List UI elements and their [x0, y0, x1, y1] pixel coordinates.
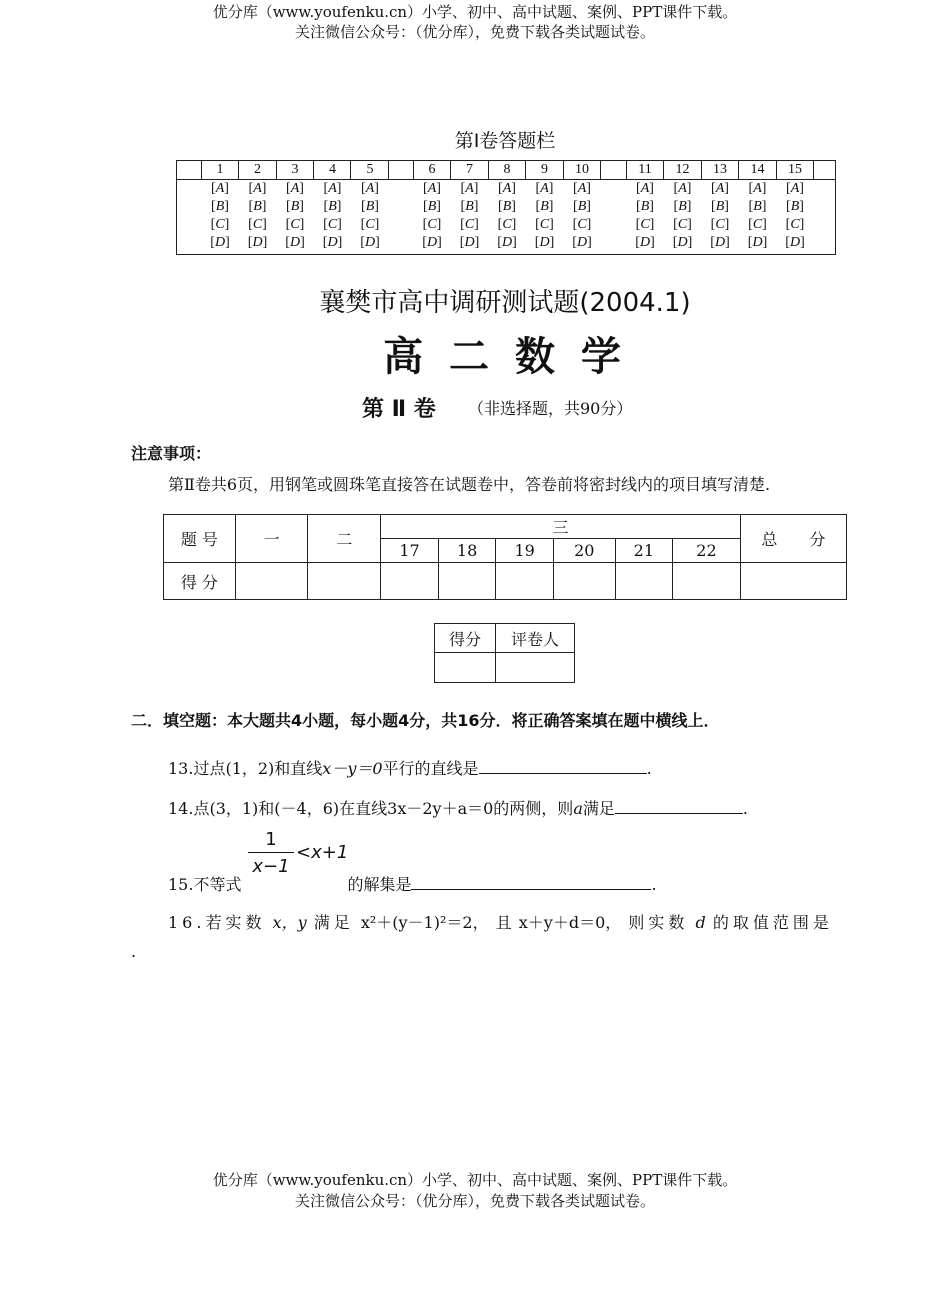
section2-heading: 二．填空题：本大题共4小题，每小题4分，共16分．将正确答案填在题中横线上． [131, 711, 720, 730]
answer-option-letter: A [715, 181, 725, 196]
answer-option-6-a[interactable]: [A] [423, 181, 441, 196]
answer-option-letter: D [576, 235, 588, 250]
answer-option-letter: C [427, 217, 437, 232]
answer-option-letter: A [365, 181, 375, 196]
answer-option-2-b[interactable]: [B] [248, 199, 267, 214]
score-cell-22 [673, 563, 741, 600]
answer-option-1-b[interactable]: [B] [211, 199, 229, 214]
answer-option-letter: D [289, 235, 301, 250]
answer-option-letter: D [639, 235, 651, 250]
answer-option-9-d[interactable]: [D] [534, 235, 555, 250]
score-table-sub-22: 22 [673, 539, 741, 563]
answer-option-11-d[interactable]: [D] [635, 235, 655, 250]
q15-fraction-numerator: 1 [265, 829, 277, 850]
answer-option-11-b[interactable]: [B] [636, 199, 654, 214]
answer-number-2: 2 [254, 162, 261, 177]
score-table-sub-21: 21 [615, 539, 673, 563]
answer-option-letter: C [252, 217, 263, 232]
q16-equation: x²＋(y－1)²＝2， [360, 913, 489, 932]
answer-option-12-a[interactable]: [A] [673, 181, 692, 196]
q16-text-e: 的取值范围是 [712, 913, 833, 932]
q15-period: . [651, 875, 657, 894]
answer-option-4-b[interactable]: [B] [323, 199, 342, 214]
answer-option-2-a[interactable]: [A] [248, 181, 267, 196]
score-cell-19 [496, 563, 554, 600]
score-table-header-label: 题 号 [164, 515, 236, 563]
answer-sheet-title: 第Ⅰ卷答题栏 [454, 130, 556, 152]
answer-option-letter: A [290, 181, 300, 196]
answer-option-14-a[interactable]: [A] [748, 181, 767, 196]
answer-option-letter: D [789, 235, 801, 250]
answer-option-letter: A [465, 181, 474, 196]
answer-option-letter: B [577, 199, 587, 214]
answer-option-13-b[interactable]: [B] [711, 199, 729, 214]
answer-option-letter: B [753, 199, 762, 214]
q16-equation-2: x＋y＋d＝0， [518, 913, 622, 932]
answer-option-1-c[interactable]: [C] [210, 217, 230, 232]
answer-option-13-a[interactable]: [A] [711, 181, 729, 196]
score-table-sub-19: 19 [496, 539, 554, 563]
answer-option-letter: B [328, 199, 337, 214]
answer-number-8: 8 [503, 162, 511, 177]
answer-option-13-d[interactable]: [D] [710, 235, 730, 250]
score-table-col-2: 二 [308, 515, 381, 563]
score-table-col-3: 三 [381, 515, 741, 539]
q13-equation: x－y＝0 [322, 759, 383, 778]
q13-text-b: 平行的直线是 [382, 759, 479, 778]
answer-option-12-d[interactable]: [D] [672, 235, 693, 250]
answer-option-letter: D [501, 235, 513, 250]
answer-option-letter: B [715, 199, 725, 214]
q16-text-a: 16.若实数 [168, 913, 266, 932]
answer-option-letter: D [752, 235, 763, 250]
answer-option-letter: C [715, 217, 725, 232]
answer-option-6-b[interactable]: [B] [423, 199, 441, 214]
answer-option-15-c[interactable]: [C] [785, 217, 805, 232]
answer-number-7: 7 [466, 162, 473, 177]
grid-column-divider [813, 161, 814, 179]
answer-number-1: 1 [216, 162, 224, 177]
answer-option-5-a[interactable]: [A] [361, 181, 379, 196]
q14-equation: 3x－2y＋a＝0 [387, 799, 494, 818]
answer-option-letter: C [577, 217, 587, 232]
answer-option-letter: C [539, 217, 550, 232]
score-table [163, 514, 847, 600]
answer-option-letter: C [502, 217, 512, 232]
answer-option-8-d[interactable]: [D] [497, 235, 517, 250]
answer-option-7-b[interactable]: [B] [460, 199, 479, 214]
score-cell-1 [235, 563, 308, 600]
answer-option-letter: C [365, 217, 375, 232]
answer-option-4-c[interactable]: [C] [323, 217, 342, 232]
question-14 [168, 797, 748, 820]
grader-score-label: 得分 [435, 624, 496, 653]
answer-option-letter: A [215, 181, 225, 196]
answer-number-15: 15 [788, 162, 802, 177]
watermark-top-line2: 关注微信公众号：（优分库），免费下载各类试题试卷。 [294, 23, 655, 41]
answer-option-letter: A [678, 181, 687, 196]
answer-number-10: 10 [575, 162, 589, 177]
score-cell-20 [553, 563, 615, 600]
answer-option-letter: C [640, 217, 650, 232]
question-16 [168, 912, 833, 934]
answer-option-letter: B [465, 199, 474, 214]
q16-var-d: d [695, 913, 706, 932]
answer-option-14-b[interactable]: [B] [748, 199, 767, 214]
q14-text-a: 14.点(3，1)和(－4，6)在直线 [168, 799, 388, 818]
grader-table [434, 623, 575, 683]
answer-number-6: 6 [428, 162, 436, 177]
score-cell-18 [438, 563, 496, 600]
q15-text-b: 的解集是 [347, 875, 412, 894]
score-cell-17 [381, 563, 439, 600]
answer-option-6-d[interactable]: [D] [422, 235, 442, 250]
answer-option-10-d[interactable]: [D] [572, 235, 592, 250]
q13-period: . [646, 759, 652, 778]
answer-option-letter: D [214, 235, 226, 250]
answer-option-7-c[interactable]: [C] [460, 217, 479, 232]
score-table-total: 总 分 [740, 515, 846, 563]
answer-number-14: 14 [750, 162, 765, 177]
question-15 [168, 873, 657, 896]
answer-option-letter: D [677, 235, 688, 250]
answer-option-letter: A [790, 181, 800, 196]
answer-option-letter: D [464, 235, 475, 250]
answer-option-13-c[interactable]: [C] [710, 217, 730, 232]
answer-option-letter: A [540, 181, 549, 196]
answer-option-15-a[interactable]: [A] [786, 181, 804, 196]
answer-option-letter: D [539, 235, 550, 250]
notice-heading: 注意事项： [131, 444, 212, 463]
answer-option-14-d[interactable]: [D] [747, 235, 768, 250]
answer-option-7-a[interactable]: [A] [460, 181, 479, 196]
answer-number-13: 13 [713, 162, 727, 177]
watermark-top-line1: 优分库（www.youfenku.cn）小学、初中、高中试题、案例、PPT课件下载。 [212, 3, 738, 21]
answer-option-letter: B [365, 199, 375, 214]
answer-option-12-b[interactable]: [B] [673, 199, 692, 214]
answer-option-9-a[interactable]: [A] [535, 181, 554, 196]
answer-option-letter: A [253, 181, 262, 196]
answer-number-11: 11 [638, 162, 652, 177]
answer-option-letter: B [540, 199, 549, 214]
answer-option-10-b[interactable]: [B] [573, 199, 591, 214]
answer-option-8-c[interactable]: [C] [497, 217, 517, 232]
answer-option-10-a[interactable]: [A] [573, 181, 591, 196]
grader-name-label: 评卷人 [496, 624, 575, 653]
answer-option-3-c[interactable]: [C] [285, 217, 305, 232]
answer-option-letter: B [790, 199, 800, 214]
answer-option-letter: D [714, 235, 726, 250]
answer-option-8-b[interactable]: [B] [498, 199, 516, 214]
answer-option-letter: B [215, 199, 225, 214]
answer-number-9: 9 [541, 162, 548, 177]
q16-text-c: 且 [495, 913, 512, 932]
subject-title: 高 二 数 学 [383, 334, 627, 380]
answer-option-letter: C [327, 217, 338, 232]
answer-option-letter: A [328, 181, 337, 196]
answer-option-12-c[interactable]: [C] [673, 217, 692, 232]
answer-option-letter: D [364, 235, 376, 250]
exam-title: 襄樊市高中调研测试题(2004.1) [319, 288, 691, 318]
answer-grid [176, 160, 836, 255]
score-table-sub-20: 20 [553, 539, 615, 563]
answer-option-6-c[interactable]: [C] [422, 217, 442, 232]
answer-number-4: 4 [329, 162, 336, 177]
answer-number-5: 5 [366, 162, 374, 177]
answer-option-letter: C [677, 217, 688, 232]
answer-option-2-c[interactable]: [C] [248, 217, 267, 232]
answer-option-letter: B [427, 199, 437, 214]
answer-option-letter: D [327, 235, 338, 250]
score-cell-total [740, 563, 846, 600]
grid-column-divider [388, 161, 389, 179]
answer-option-14-c[interactable]: [C] [748, 217, 767, 232]
notice-text: 第Ⅱ卷共6页，用钢笔或圆珠笔直接答在试题卷中，答卷前将密封线内的项目填写清楚. [168, 475, 771, 494]
grader-name-cell [496, 653, 575, 683]
answer-option-letter: D [252, 235, 263, 250]
answer-option-letter: D [426, 235, 438, 250]
q14-answer-blank[interactable] [615, 797, 743, 814]
answer-option-2-d[interactable]: [D] [247, 235, 268, 250]
answer-option-letter: B [253, 199, 262, 214]
answer-option-1-a[interactable]: [A] [211, 181, 229, 196]
q14-period: . [742, 799, 748, 818]
answer-option-letter: B [290, 199, 300, 214]
q16-answer-line-end: . [131, 942, 137, 961]
answer-option-9-c[interactable]: [C] [535, 217, 554, 232]
answer-option-5-b[interactable]: [B] [361, 199, 379, 214]
answer-option-5-c[interactable]: [C] [360, 217, 380, 232]
answer-option-1-d[interactable]: [D] [210, 235, 230, 250]
volume-title: 第 Ⅱ 卷 [362, 397, 436, 422]
answer-number-12: 12 [675, 162, 690, 177]
answer-option-9-b[interactable]: [B] [535, 199, 554, 214]
watermark-bottom-line1: 优分库（www.youfenku.cn）小学、初中、高中试题、案例、PPT课件下载。 [212, 1171, 738, 1189]
answer-option-11-c[interactable]: [C] [635, 217, 655, 232]
grader-score-cell [435, 653, 496, 683]
answer-option-5-d[interactable]: [D] [360, 235, 380, 250]
q15-fraction-denominator: x−1 [252, 856, 290, 877]
answer-option-8-a[interactable]: [A] [498, 181, 516, 196]
q15-rhs: <x+1 [296, 842, 349, 863]
answer-option-letter: B [502, 199, 512, 214]
answer-option-letter: A [753, 181, 762, 196]
answer-option-letter: C [215, 217, 225, 232]
answer-option-letter: A [502, 181, 512, 196]
q16-text-b: 满足 [313, 913, 354, 932]
answer-option-4-d[interactable]: [D] [322, 235, 343, 250]
answer-option-3-d[interactable]: [D] [285, 235, 305, 250]
score-table-sub-18: 18 [438, 539, 496, 563]
answer-option-letter: C [464, 217, 475, 232]
answer-option-4-a[interactable]: [A] [323, 181, 342, 196]
answer-option-letter: C [790, 217, 800, 232]
score-cell-21 [615, 563, 673, 600]
answer-option-letter: A [427, 181, 437, 196]
score-table-col-1: 一 [235, 515, 308, 563]
answer-option-15-b[interactable]: [B] [786, 199, 804, 214]
q13-text-a: 13.过点(1，2)和直线 [168, 759, 323, 778]
answer-option-letter: A [577, 181, 587, 196]
q14-var-a: a [573, 799, 583, 818]
answer-option-letter: C [752, 217, 763, 232]
answer-option-letter: C [290, 217, 300, 232]
answer-option-3-a[interactable]: [A] [286, 181, 304, 196]
q15-fraction-bar [248, 852, 294, 853]
q14-text-b: 的两侧，则 [493, 799, 574, 818]
answer-option-letter: B [678, 199, 687, 214]
score-cell-2 [308, 563, 381, 600]
answer-option-11-a[interactable]: [A] [636, 181, 654, 196]
answer-option-7-d[interactable]: [D] [459, 235, 480, 250]
q16-text-d: 则实数 [628, 913, 689, 932]
q15-answer-blank[interactable] [411, 873, 651, 890]
answer-option-3-b[interactable]: [B] [286, 199, 304, 214]
question-13 [168, 757, 652, 780]
answer-option-15-d[interactable]: [D] [785, 235, 805, 250]
q15-text-a: 15.不等式 [168, 875, 242, 894]
volume-note: （非选择题，共90分） [468, 399, 633, 418]
answer-option-letter: A [640, 181, 650, 196]
score-table-score-label: 得 分 [164, 563, 236, 600]
q14-text-c: 满足 [582, 799, 615, 818]
watermark-bottom-line2: 关注微信公众号：（优分库），免费下载各类试题试卷。 [294, 1192, 655, 1210]
answer-option-letter: B [640, 199, 650, 214]
q16-vars: x，y [272, 913, 307, 932]
answer-number-3: 3 [291, 162, 299, 177]
score-table-sub-17: 17 [381, 539, 439, 563]
q13-answer-blank[interactable] [479, 757, 647, 774]
grid-column-divider [600, 161, 601, 179]
answer-option-10-c[interactable]: [C] [572, 217, 592, 232]
